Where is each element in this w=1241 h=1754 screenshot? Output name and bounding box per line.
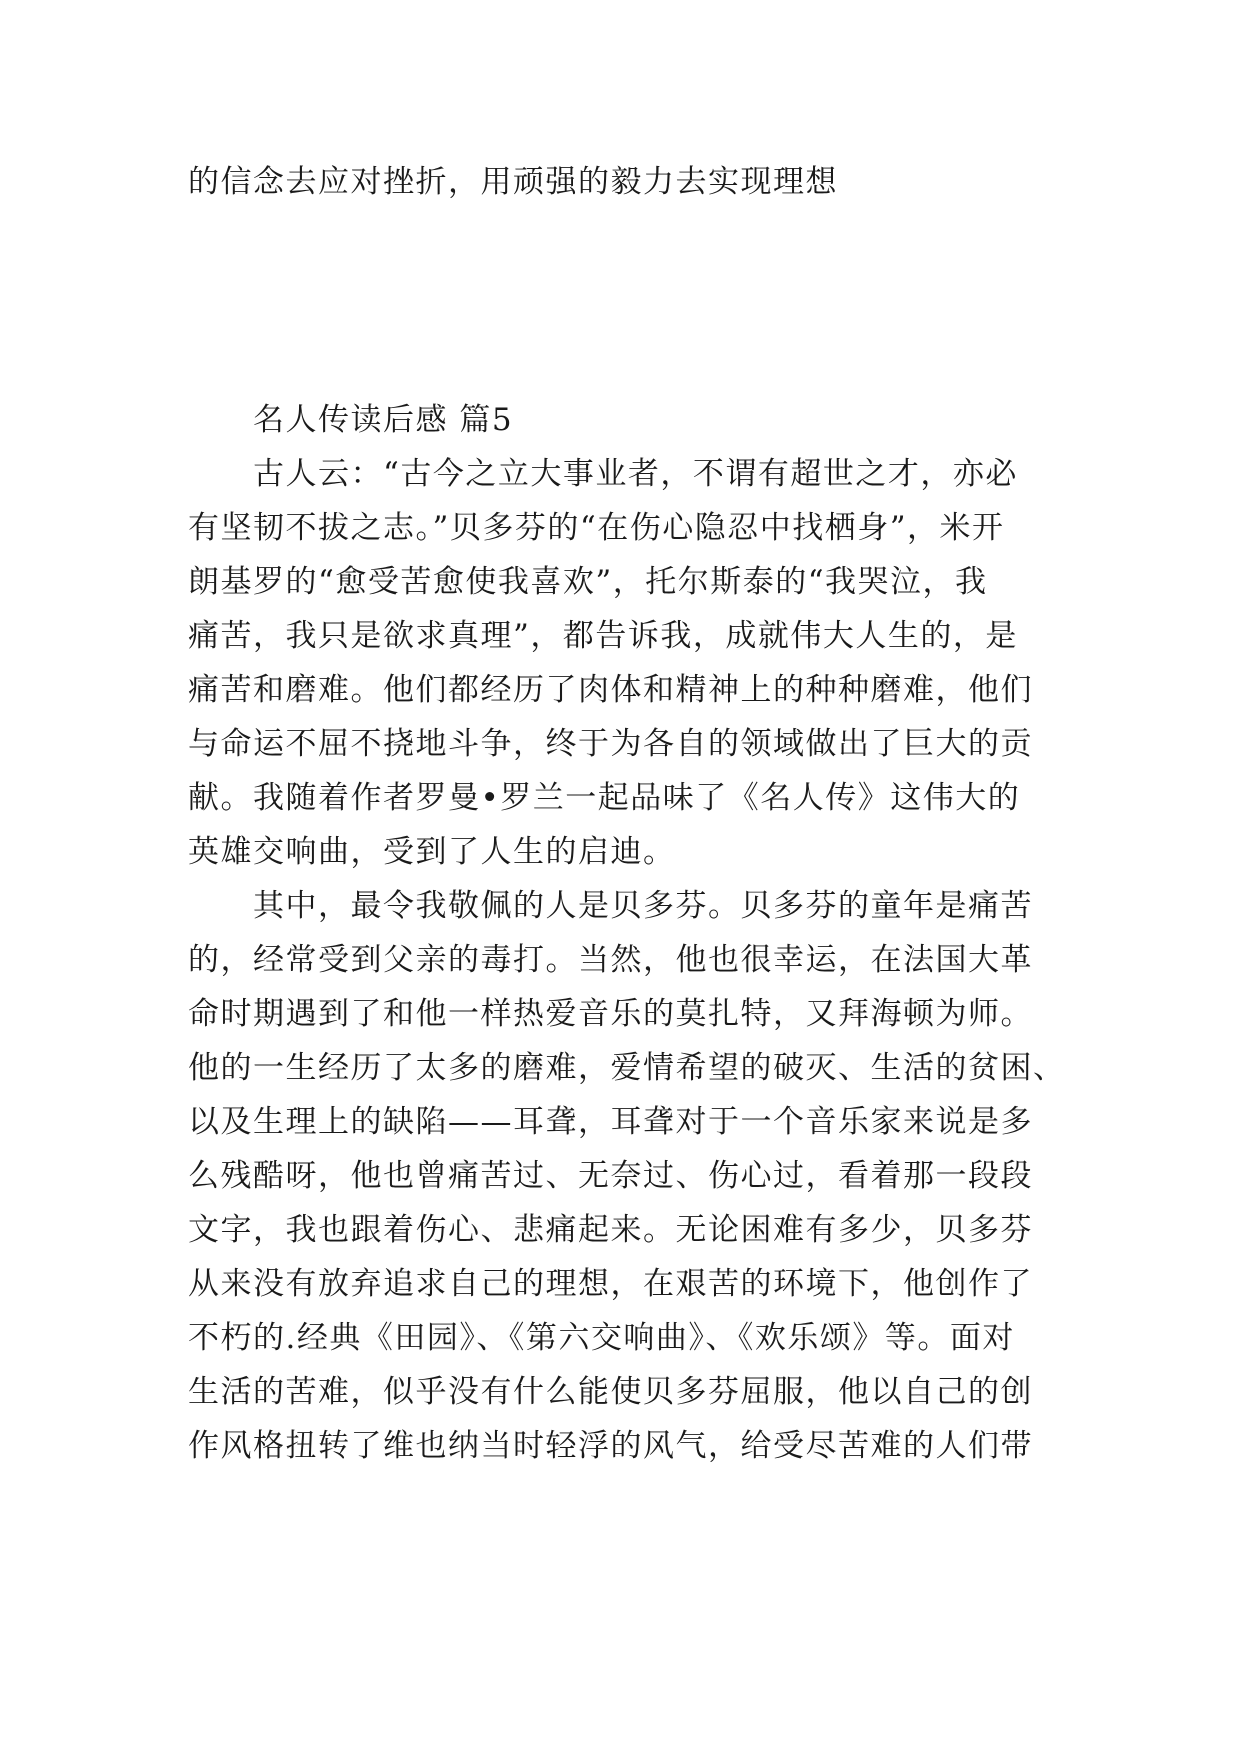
paragraph-line: 古人云：“古今之立大事业者，不谓有超世之才，亦必 xyxy=(188,456,1018,492)
paragraph-line: 作风格扭转了维也纳当时轻浮的风气，给受尽苦难的人们带 xyxy=(188,1428,1033,1464)
paragraph-line: 其中，最令我敬佩的人是贝多芬。贝多芬的童年是痛苦 xyxy=(188,888,1033,924)
paragraph-line: 有坚韧不拔之志。”贝多芬的“在伤心隐忍中找栖身”，米开 xyxy=(188,510,1005,546)
paragraph-line: 献。我随着作者罗曼•罗兰一起品味了《名人传》这伟大的 xyxy=(188,780,1021,816)
paragraph-line: 的，经常受到父亲的毒打。当然，他也很幸运，在法国大革 xyxy=(188,942,1033,978)
carryover-text-line: 的信念去应对挫折，用顽强的毅力去实现理想 xyxy=(188,164,838,200)
section-title: 名人传读后感 篇5 xyxy=(253,402,514,438)
paragraph-line: 他的一生经历了太多的磨难，爱情希望的破灭、生活的贫困、 xyxy=(188,1050,1066,1086)
paragraph-line: 生活的苦难，似乎没有什么能使贝多芬屈服，他以自己的创 xyxy=(188,1374,1033,1410)
paragraph-line: 痛苦，我只是欲求真理”，都告诉我，成就伟大人生的，是 xyxy=(188,618,1018,654)
paragraph-line: 与命运不屈不挠地斗争，终于为各自的领域做出了巨大的贡 xyxy=(188,726,1033,762)
paragraph-line: 命时期遇到了和他一样热爱音乐的莫扎特，又拜海顿为师。 xyxy=(188,996,1033,1032)
paragraph-line: 英雄交响曲，受到了人生的启迪。 xyxy=(188,834,676,870)
paragraph-line: 以及生理上的缺陷——耳聋，耳聋对于一个音乐家来说是多 xyxy=(188,1104,1033,1140)
paragraph-line: 文字，我也跟着伤心、悲痛起来。无论困难有多少，贝多芬 xyxy=(188,1212,1033,1248)
paragraph-line: 么残酷呀，他也曾痛苦过、无奈过、伤心过，看着那一段段 xyxy=(188,1158,1033,1194)
paragraph-line: 不朽的.经典《田园》、《第六交响曲》、《欢乐颂》等。面对 xyxy=(188,1320,1015,1356)
paragraph-line: 朗基罗的“愈受苦愈使我喜欢”，托尔斯泰的“我哭泣，我 xyxy=(188,564,988,600)
paragraph-line: 痛苦和磨难。他们都经历了肉体和精神上的种种磨难，他们 xyxy=(188,672,1033,708)
paragraph-line: 从来没有放弃追求自己的理想，在艰苦的环境下，他创作了 xyxy=(188,1266,1033,1302)
